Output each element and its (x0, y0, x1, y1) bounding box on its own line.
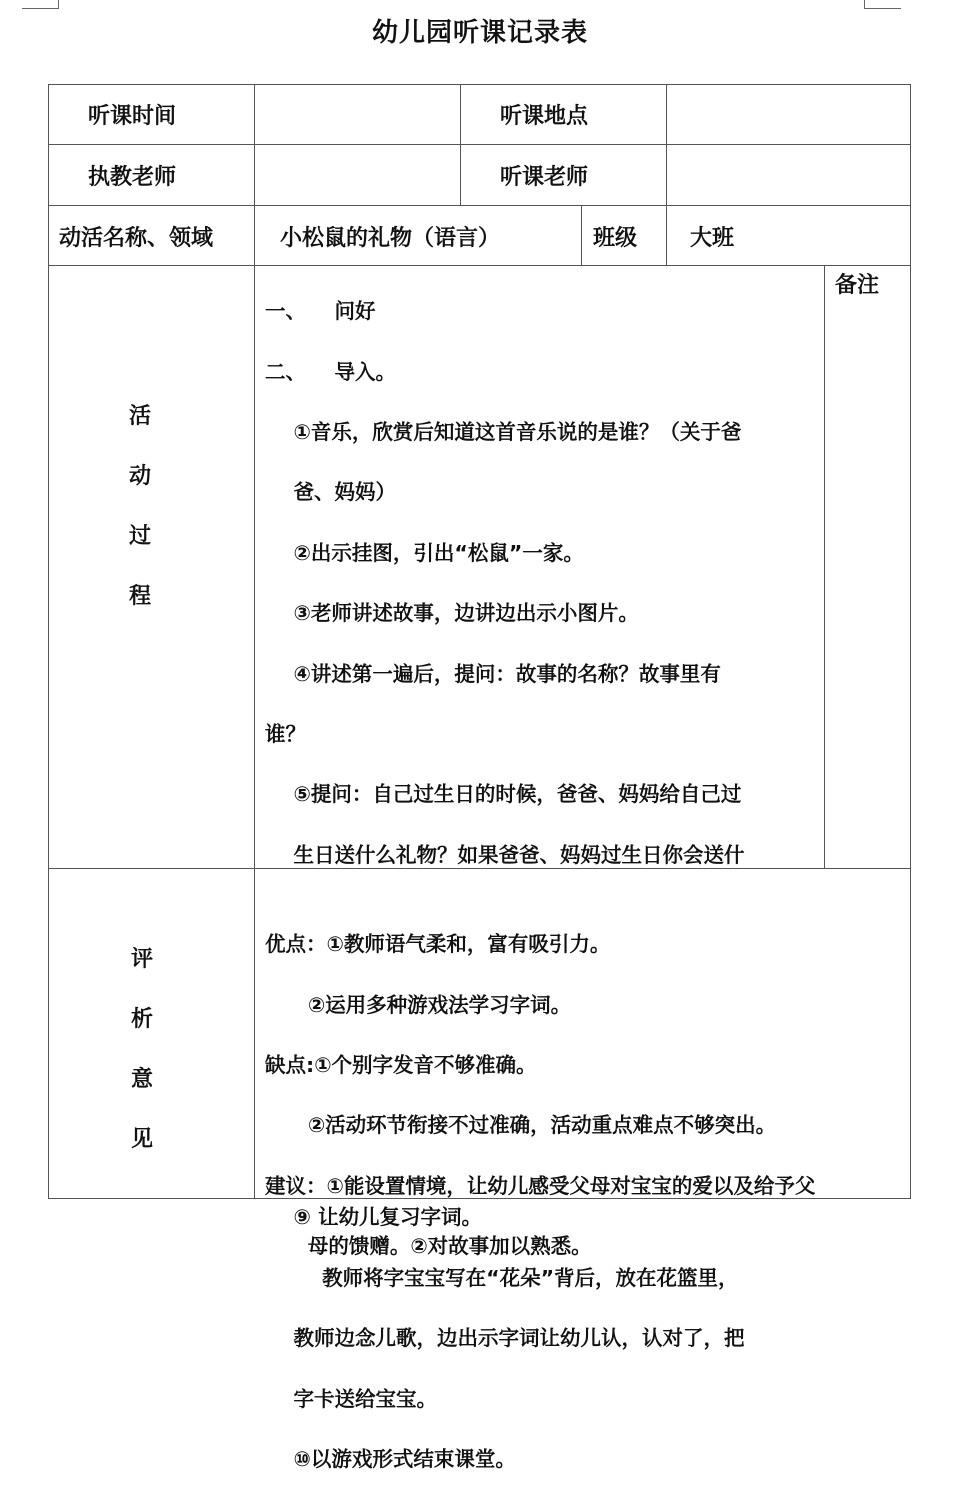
process-line: ③老师讲述故事，边讲边出示小图片。 (265, 601, 639, 626)
process-label (120, 387, 160, 627)
analysis-line: 母的馈赠。②对故事加以熟悉。 (265, 1234, 592, 1259)
process-line: ②出示挂图，引出“松鼠”一家。 (265, 540, 584, 565)
notes-label: 备注 (835, 273, 880, 298)
analysis-label-char: 评 (130, 947, 153, 972)
class-label: 班级 (593, 226, 638, 251)
analysis-label-char: 见 (130, 1127, 153, 1152)
process-label-char: 程 (128, 584, 151, 609)
time-label: 听课时间 (88, 104, 177, 129)
page-title: 幼儿园听课记录表 (371, 18, 588, 48)
activity-label: 动活名称、领域 (59, 226, 214, 251)
analysis-line: 优点：①教师语气柔和，富有吸引力。 (265, 932, 611, 957)
page-corner-mark-right (864, 0, 901, 9)
process-label-char: 过 (128, 524, 151, 549)
time-value-cell[interactable] (254, 84, 461, 145)
process-line: ①音乐，欣赏后知道这首音乐说的是谁？（关于爸 (265, 420, 742, 445)
process-label-char: 动 (128, 464, 151, 489)
place-label: 听课地点 (500, 104, 589, 129)
analysis-line: ②活动环节衔接不过准确，活动重点难点不够突出。 (265, 1113, 777, 1138)
teacher-value-cell[interactable] (254, 144, 461, 206)
analysis-line: 建议：①能设置情境，让幼儿感受父母对宝宝的爱以及给予父 (265, 1173, 816, 1198)
teacher-label: 执教老师 (88, 165, 177, 190)
process-line: 谁？ (265, 722, 306, 747)
page-corner-mark-left (22, 0, 59, 9)
process-line: 教师将字宝宝写在“花朵”背后，放在花篮里， (265, 1265, 739, 1290)
process-line: 教师边念儿歌，边出示字词让幼儿认，认对了，把 (265, 1326, 745, 1351)
process-line: 一、 问好 (265, 299, 376, 324)
process-line: 生日送什么礼物？如果爸爸、妈妈过生日你会送什 (265, 842, 745, 867)
analysis-label-char: 意 (130, 1067, 153, 1092)
place-value-cell[interactable] (666, 84, 911, 145)
analysis-label-char: 析 (130, 1007, 153, 1032)
class-value: 大班 (690, 226, 735, 251)
observer-value-cell[interactable] (666, 144, 911, 206)
observer-label: 听课老师 (500, 165, 589, 190)
process-line: ④讲述第一遍后，提问：故事的名称？故事里有 (265, 661, 721, 686)
analysis-line: ②运用多种游戏法学习字词。 (265, 992, 572, 1017)
process-line: 二、 导入。 (265, 359, 397, 384)
process-line: ⑩以游戏形式结束课堂。 (265, 1446, 516, 1471)
process-line: 字卡送给宝宝。 (265, 1386, 438, 1411)
process-line: 爸、妈妈） (265, 480, 397, 505)
notes-cell[interactable] (824, 265, 911, 869)
activity-value: 小松鼠的礼物（语言） (280, 226, 501, 251)
analysis-content (265, 899, 815, 1292)
analysis-line: 缺点:①个别字发音不够准确。 (265, 1053, 537, 1078)
process-line: ⑤提问：自己过生日的时候，爸爸、妈妈给自己过 (265, 782, 742, 807)
process-line: ⑨ 让幼儿复习字词。 (265, 1205, 483, 1230)
process-label-char: 活 (128, 404, 151, 429)
analysis-label (122, 930, 162, 1170)
